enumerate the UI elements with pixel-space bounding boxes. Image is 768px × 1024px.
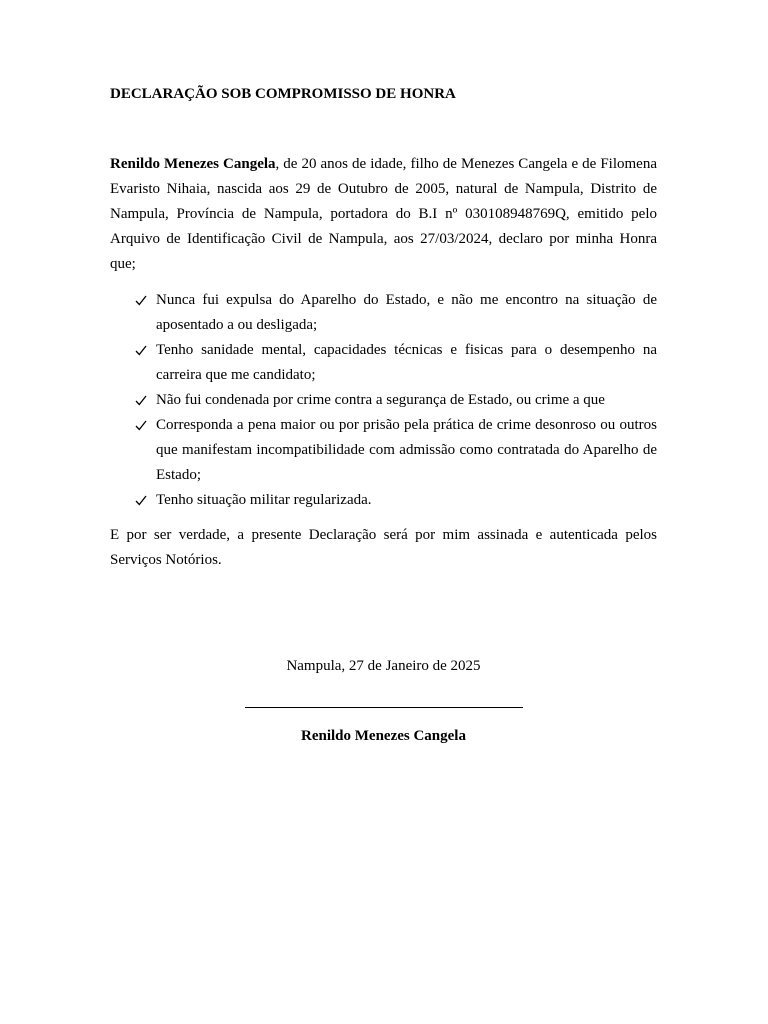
list-item-text: Corresponda a pena maior ou por prisão pela prática de crime desonroso ou outros que manifestam incompatibilidade com admissão como contratada do Aparelho de Estado; <box>156 417 657 483</box>
declarant-name: Renildo Menezes Cangela <box>110 156 276 172</box>
place-date: Nampula, 27 de Janeiro de 2025 <box>286 658 481 674</box>
list-item <box>110 338 657 388</box>
list-item <box>110 388 657 413</box>
list-item <box>110 488 657 513</box>
check-icon <box>134 338 148 363</box>
declaration-checklist <box>110 288 657 513</box>
closing-paragraph: E por ser verdade, a presente Declaração será por mim assinada e autenticada pelos Serviços Notórios. <box>110 527 657 568</box>
check-icon <box>134 388 148 413</box>
check-icon <box>134 288 148 313</box>
list-item <box>110 288 657 338</box>
signature-line <box>245 707 523 708</box>
signer-name: Renildo Menezes Cangela <box>301 728 466 744</box>
intro-paragraph <box>110 152 657 277</box>
list-item <box>110 413 657 488</box>
list-item-text: Não fui condenada por crime contra a segurança de Estado, ou crime a que <box>156 392 605 408</box>
check-icon <box>134 413 148 438</box>
intro-text: , de 20 anos de idade, filho de Menezes Cangela e de Filomena Evaristo Nihaia, nascida aos 29 de Outubro de 2005, natural de Nampula, Distrito de Nampula, Província de Nampula, portadora do B.I nº 030108948769Q, emitido pelo Arquivo de Identificação Civil de Nampula, aos 27/03/2024, declaro por minha Honra que; <box>110 156 657 272</box>
list-item-text: Nunca fui expulsa do Aparelho do Estado, e não me encontro na situação de aposentado a ou desligada; <box>156 292 657 333</box>
list-item-text: Tenho situação militar regularizada. <box>156 492 372 508</box>
check-icon <box>134 488 148 513</box>
list-item-text: Tenho sanidade mental, capacidades técnicas e fisicas para o desempenho na carreira que me candidato; <box>156 342 657 383</box>
document-title: DECLARAÇÃO SOB COMPROMISSO DE HONRA <box>110 86 456 102</box>
